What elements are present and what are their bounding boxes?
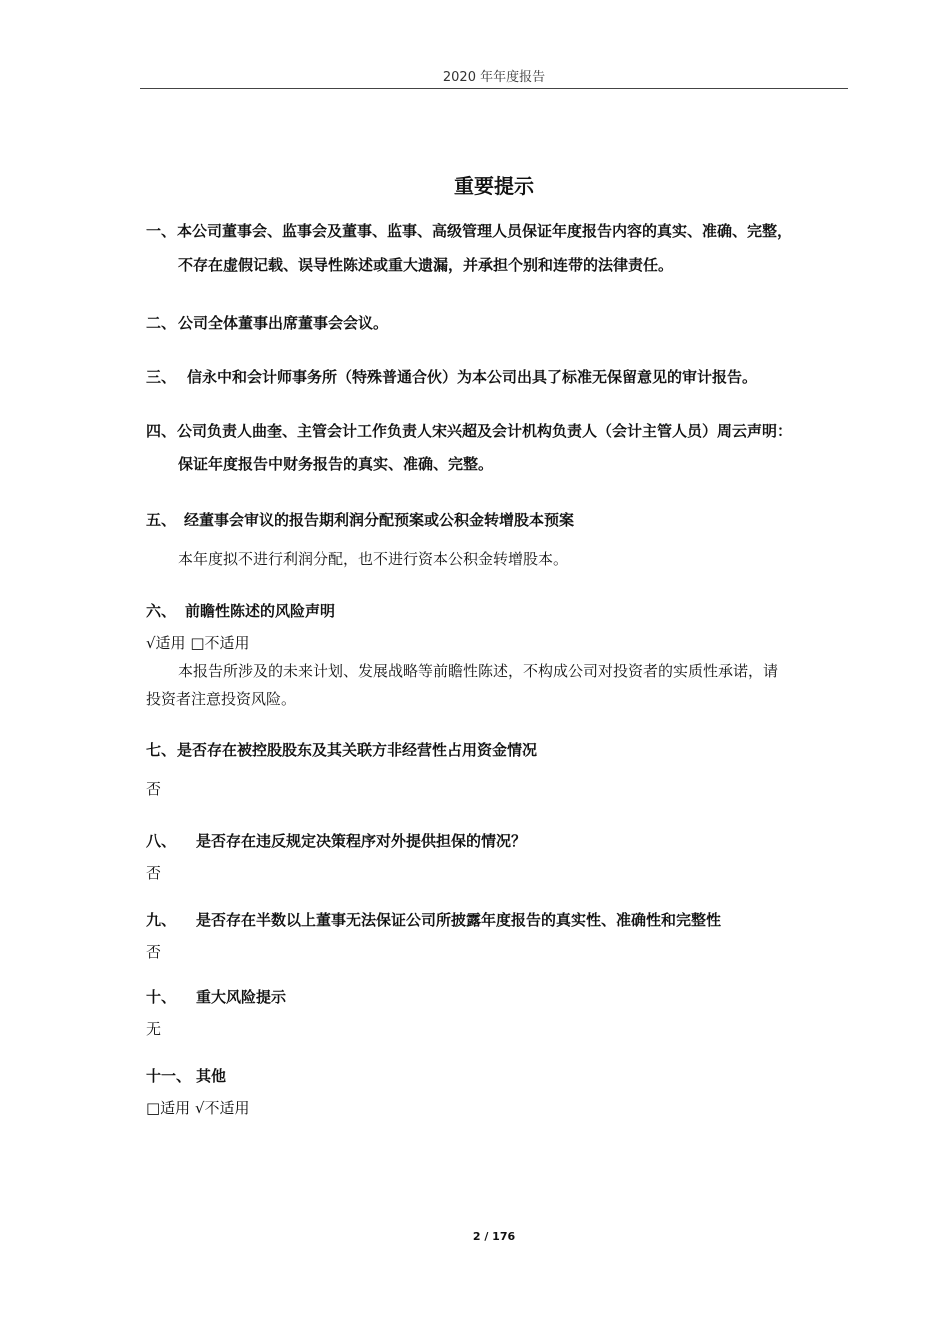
item-seven — [146, 740, 537, 760]
item-six-options: √适用 □不适用 — [146, 634, 250, 652]
item-three — [146, 367, 757, 387]
item-eleven-options: □适用 √不适用 — [146, 1099, 250, 1117]
item-five — [146, 510, 574, 530]
item-text: 是否存在被控股股东及其关联方非经营性占用资金情况 — [177, 741, 538, 759]
item-eleven — [146, 1066, 226, 1086]
item-number: 六、 — [146, 602, 177, 620]
running-header: 2020 年年度报告 — [442, 70, 546, 85]
item-nine-answer: 否 — [146, 943, 162, 961]
item-text: 是否存在半数以上董事无法保证公司所披露年度报告的真实性、准确性和完整性 — [196, 911, 722, 929]
item-text: 前瞻性陈述的风险声明 — [185, 602, 336, 620]
item-text: 其他 — [196, 1067, 227, 1085]
item-four-line1 — [146, 421, 792, 441]
item-two — [146, 313, 388, 333]
page-number: 2 / 176 — [472, 1230, 516, 1243]
item-number: 一、 — [146, 222, 177, 240]
item-five-body: 本年度拟不进行利润分配，也不进行资本公积金转增股本。 — [178, 550, 569, 568]
item-one-line1 — [146, 221, 792, 241]
item-ten-answer: 无 — [146, 1020, 162, 1038]
item-number: 二、 — [146, 314, 177, 332]
item-number: 五、 — [146, 511, 177, 529]
item-text: 重大风险提示 — [196, 988, 287, 1006]
item-eight — [146, 831, 526, 851]
header-divider — [140, 88, 848, 89]
item-text: 信永中和会计师事务所（特殊普通合伙）为本公司出具了标准无保留意见的审计报告。 — [187, 368, 758, 386]
item-eight-answer: 否 — [146, 864, 162, 882]
item-six-body-line1: 本报告所涉及的未来计划、发展战略等前瞻性陈述，不构成公司对投资者的实质性承诺，请 — [178, 662, 779, 680]
item-seven-answer: 否 — [146, 780, 162, 798]
item-four-line2: 保证年度报告中财务报告的真实、准确、完整。 — [178, 455, 494, 473]
item-text: 是否存在违反规定决策程序对外提供担保的情况？ — [196, 832, 527, 850]
item-number: 八、 — [146, 832, 177, 850]
item-number: 十一、 — [146, 1067, 192, 1085]
item-text: 经董事会审议的报告期利润分配预案或公积金转增股本预案 — [184, 511, 575, 529]
page-title: 重要提示 — [454, 174, 534, 198]
item-nine — [146, 910, 721, 930]
item-number: 七、 — [146, 741, 177, 759]
item-number: 三、 — [146, 368, 177, 386]
item-six-body-line2: 投资者注意投资风险。 — [146, 690, 297, 708]
item-one-line2: 不存在虚假记载、误导性陈述或重大遗漏，并承担个别和连带的法律责任。 — [178, 256, 674, 274]
item-text: 公司负责人曲奎、主管会计工作负责人宋兴超及会计机构负责人（会计主管人员）周云声明： — [177, 422, 793, 440]
item-six — [146, 601, 335, 621]
item-text: 公司全体董事出席董事会会议。 — [178, 314, 389, 332]
item-number: 九、 — [146, 911, 177, 929]
item-number: 十、 — [146, 988, 177, 1006]
item-ten — [146, 987, 286, 1007]
item-text: 本公司董事会、监事会及董事、监事、高级管理人员保证年度报告内容的真实、准确、完整， — [177, 222, 793, 240]
item-number: 四、 — [146, 422, 177, 440]
